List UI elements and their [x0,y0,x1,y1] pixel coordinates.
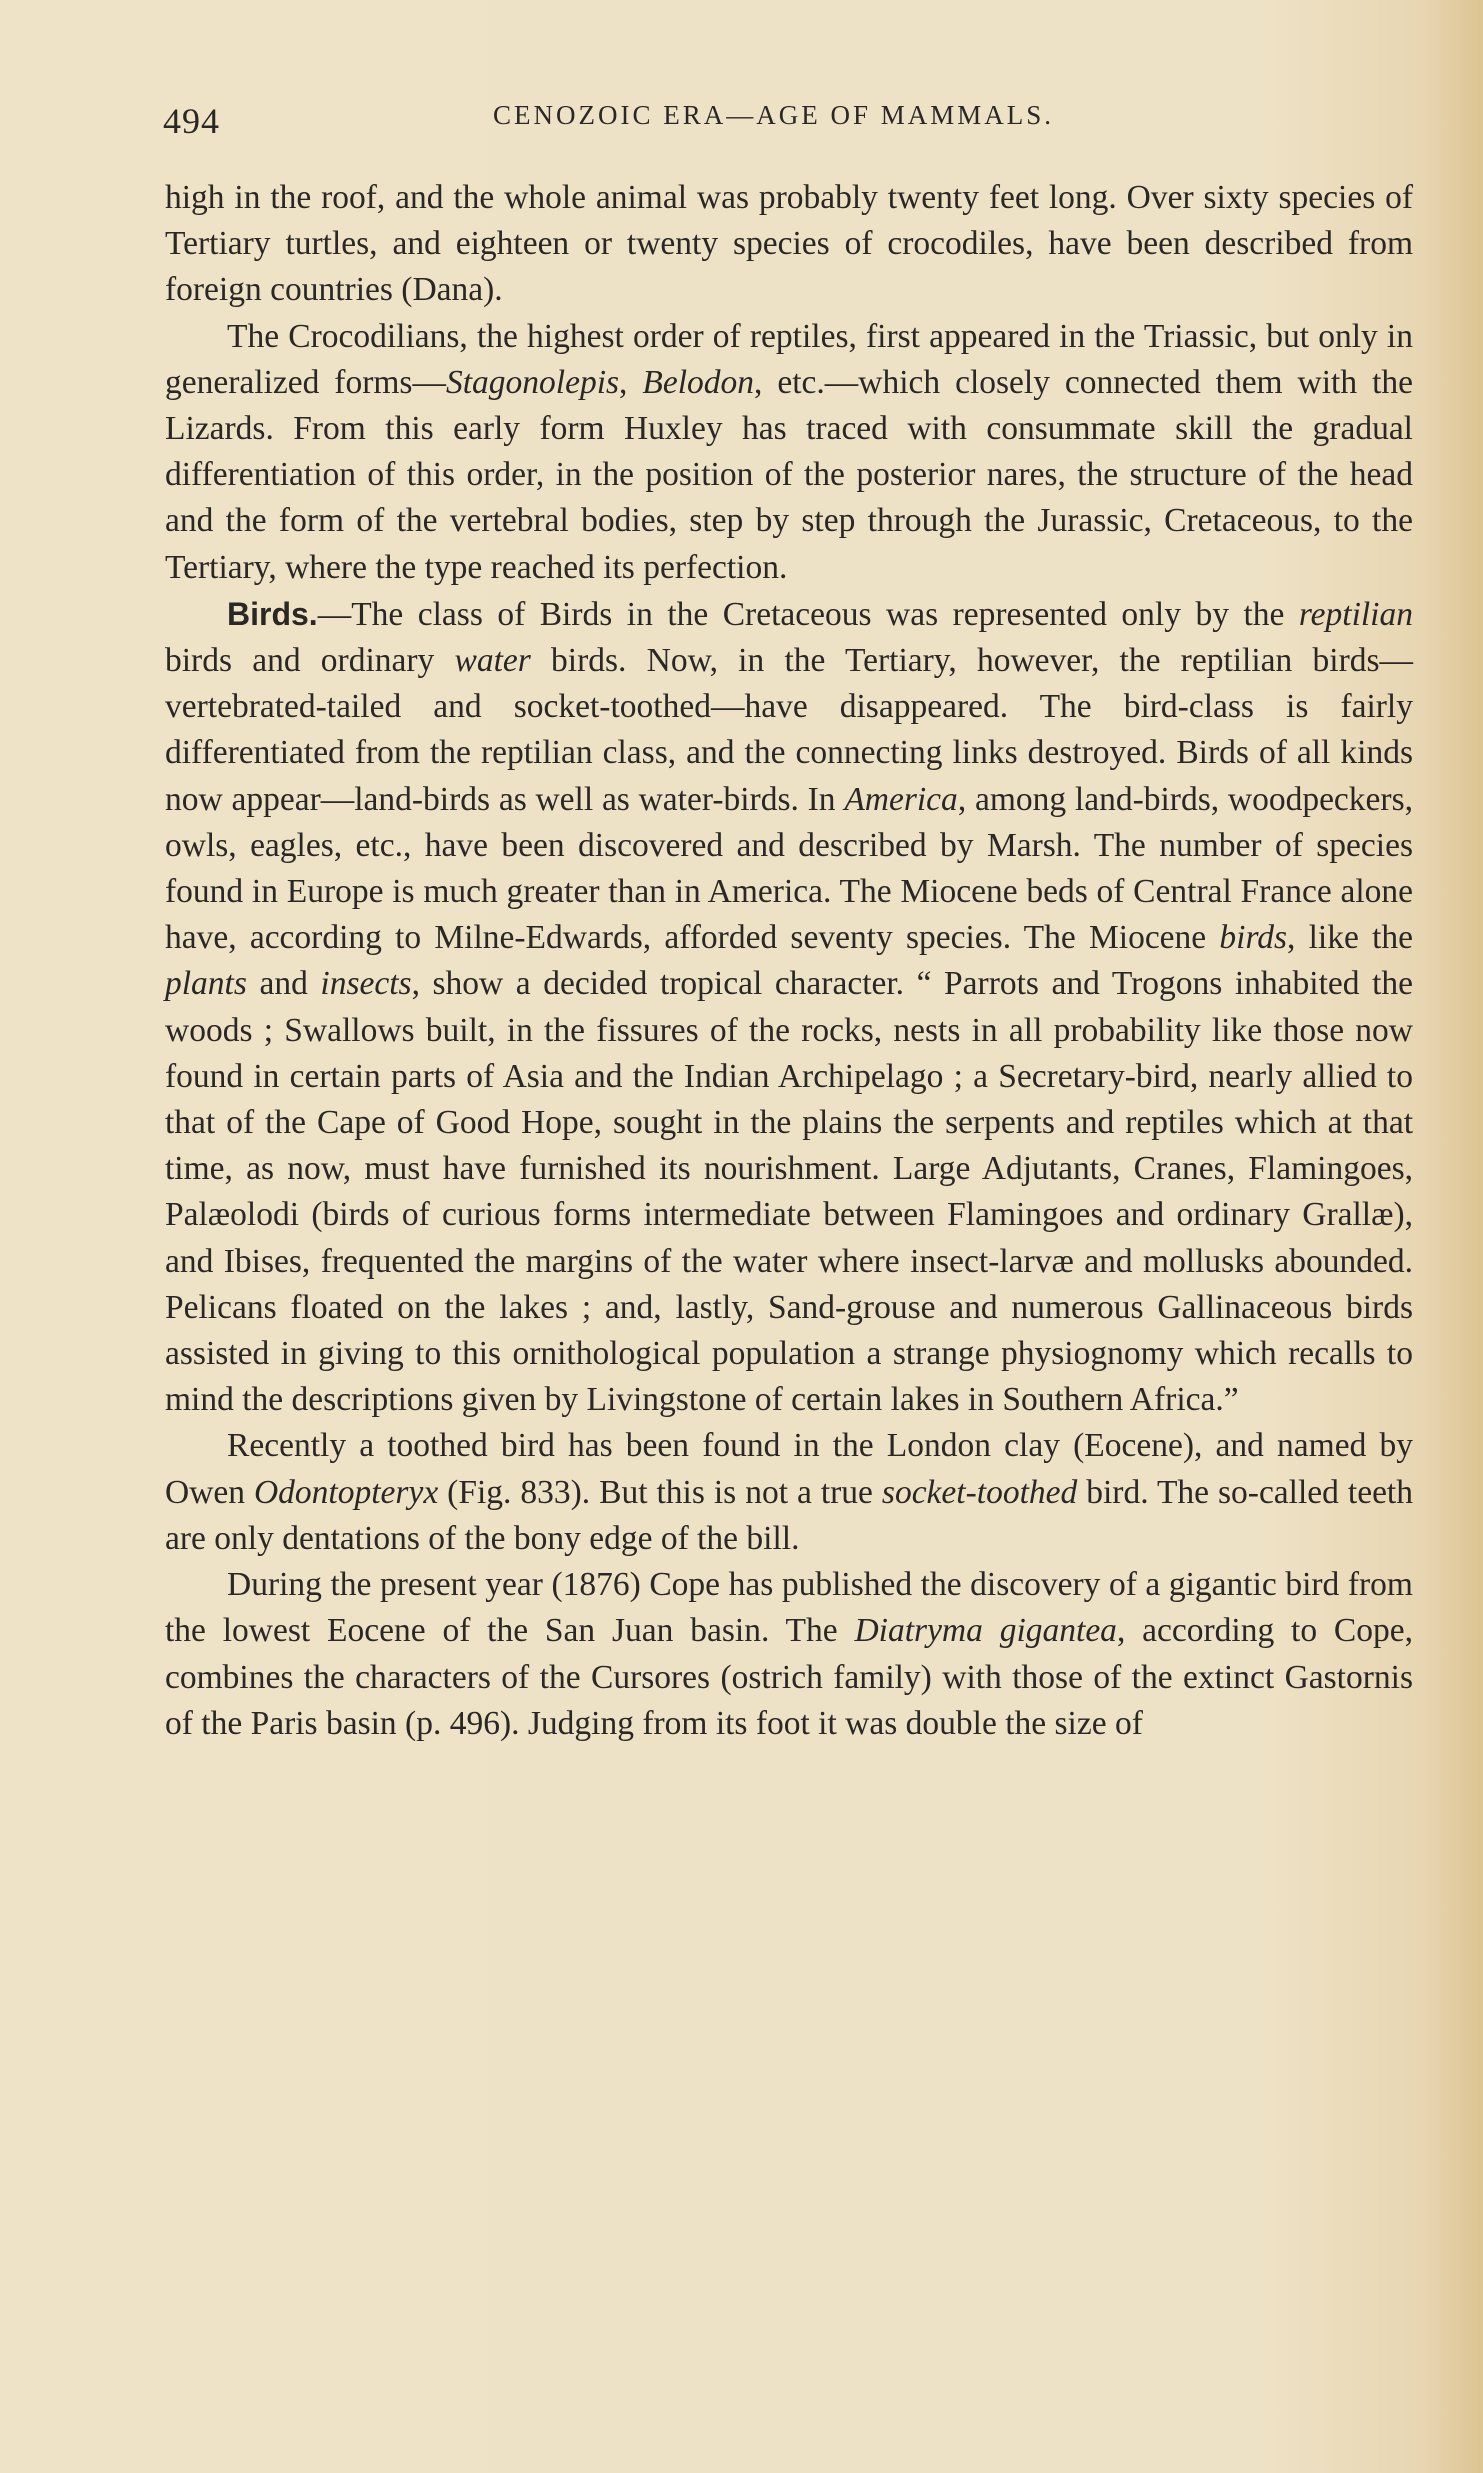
text-run: , etc.—which closely connected them with the Lizards. From this early form Huxley has traced with consummate skill the gradual differentiation of this order, in the position of the posterior nares, the structure of the head and the form of the vertebral bodies, step by step through the Jurassic, Cretaceous, to the Tertiary, where the type reached its perfection. [165,363,1413,586]
paragraph-1 [165,175,1413,314]
italic-term: Diatryma gigantea [854,1612,1117,1650]
body-text [165,175,1413,1747]
italic-term: water [454,642,531,680]
running-head: CENOZOIC ERA—AGE OF MAMMALS. [493,100,1055,130]
text-run: birds and ordinary [165,642,455,680]
section-heading: Birds. [227,595,318,632]
page-number: 494 [163,101,220,141]
paragraph-text: high in the roof, and the whole animal was probably twenty feet long. Over sixty species of Tertiary turtles, and eighteen or twenty species of crocodiles, have been described from foreign countries (Dana). [165,179,1413,309]
text-run: , according to Cope, combines the characters of the Cursores (ostrich family) with those of the extinct Gastornis of the Paris basin (p. 496). Judging from its foot it was double the size of [165,1612,1414,1742]
italic-term: plants [165,965,247,1003]
paragraph-5 [165,1562,1413,1747]
italic-term: reptilian [1298,595,1413,633]
text-run: , like the [1287,919,1413,957]
text-run: , among land-birds, woodpeckers, owls, eagles, etc., have been discovered and described by Marsh. The number of species found in Europe is much greater than in America. The Miocene beds of Central France alone have, according to Milne-Edwards, afforded seventy species. The Miocene [165,780,1413,957]
text-run: —The class of Birds in the Cretaceous was represented only by the [317,595,1299,633]
text-run: and [246,965,321,1003]
text-run: , [619,363,643,401]
italic-term: birds [1219,919,1288,957]
italic-term: America [844,780,958,818]
text-run: Recently a toothed bird has been found in the London clay (Eocene), and named by Owen [165,1427,1413,1511]
paragraph-3 [165,591,1413,1424]
text-run: birds. Now, in the Tertiary, however, the reptilian birds—vertebrated-tailed and socket-toothed—have disappeared. The bird-class is fairly differentiated from the reptilian class, and the connecting links destroyed. Birds of all kinds now appear—land-birds as well as water-birds. In [165,642,1414,818]
text-run: bird. The so-called teeth are only dentations of the bony edge of the bill. [165,1473,1413,1557]
italic-term: Odontopteryx [253,1473,439,1511]
italic-term: insects [320,965,412,1003]
paragraph-2 [165,314,1413,591]
page-header [163,88,1413,141]
text-run: , show a decided tropical character. “ Parrots and Trogons inhabited the woods ; Swallows built, in the fissures of the rocks, nests in all probability like those now found in certain parts of Asia and the Indian Archipelago ; a Secretary-bird, nearly allied to that of the Cape of Good Hope, sought in the plains the serpents and reptiles which at that time, as now, must have furnished its nourishment. Large Adjutants, Cranes, Flamingoes, Palæolodi (birds of curious forms intermediate between Flamingoes and ordinary Grallæ), and Ibises, frequented the margins of the water where insect-larvæ and mollusks abounded. Pelicans floated on the lakes ; and, lastly, Sand-grouse and numerous Gallinaceous birds assisted in giving to this ornithological population a strange physiognomy which recalls to mind the descriptions given by Livingstone of certain lakes in Southern Africa.” [165,965,1413,1419]
italic-term: socket-toothed [881,1473,1078,1511]
text-run: During the present year (1876) Cope has published the discovery of a gigantic bird from the lowest Eocene of the San Juan basin. The [165,1566,1413,1650]
paragraph-4 [165,1423,1413,1562]
italic-term: Stagonolepis [445,363,620,401]
text-run: (Fig. 833). But this is not a true [438,1473,882,1511]
text-run: The Crocodilians, the highest order of reptiles, first appeared in the Triassic, but only in generalized forms— [165,317,1413,401]
italic-term: Belodon [642,363,755,401]
